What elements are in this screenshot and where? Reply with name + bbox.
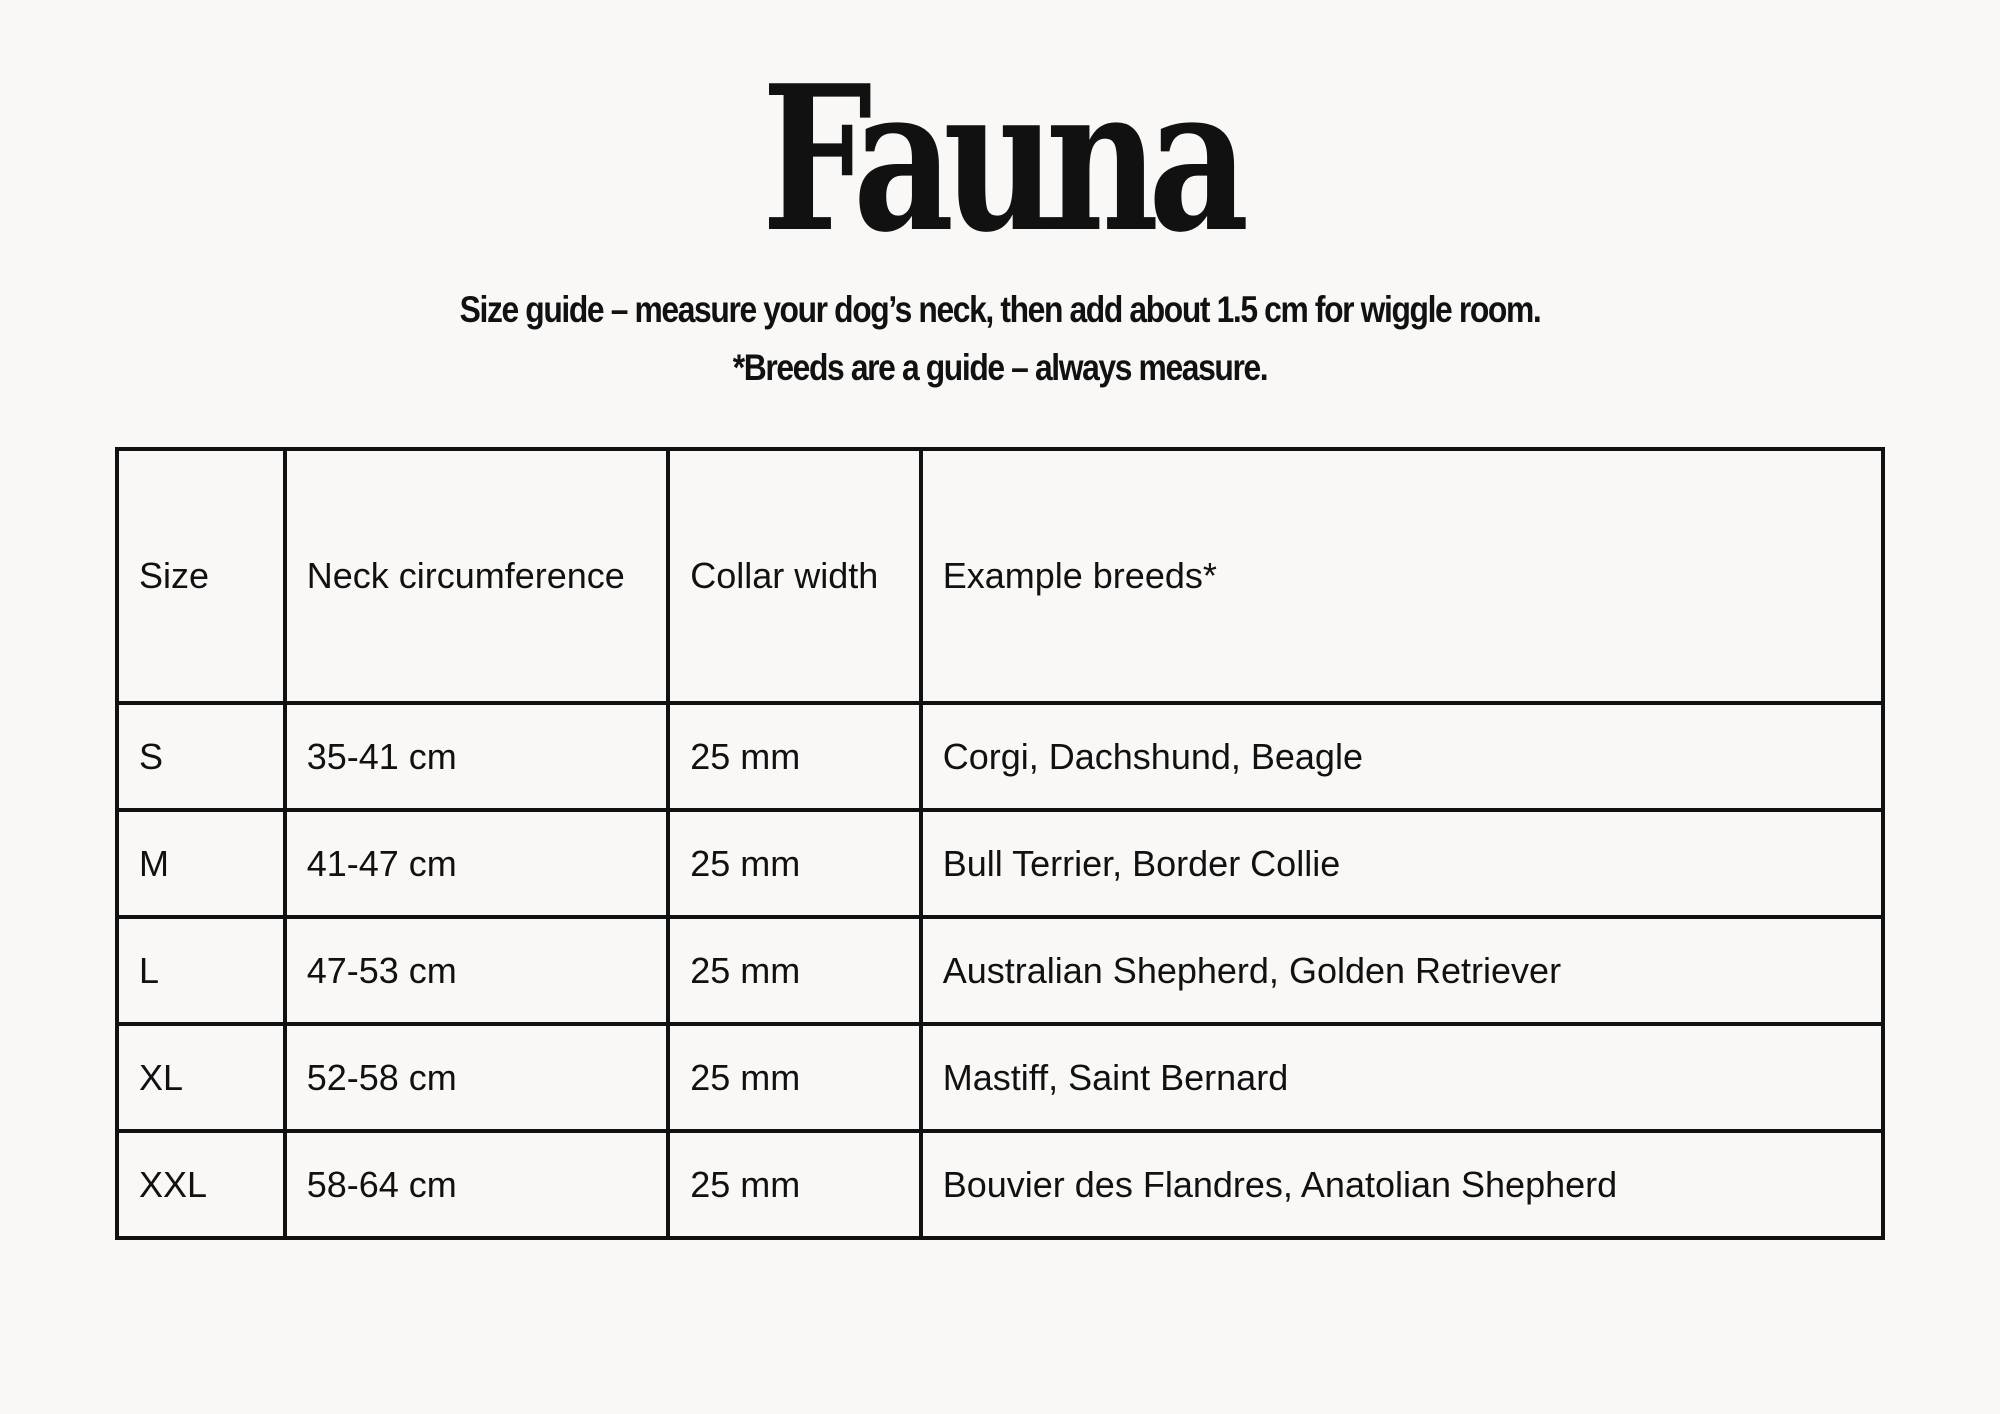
table-row: [117, 917, 1883, 1024]
cell-example-breeds: Australian Shepherd, Golden Retriever: [921, 917, 1883, 1024]
table-row: [117, 1131, 1883, 1238]
table-row: [117, 810, 1883, 917]
cell-neck-circumference: 47-53 cm: [285, 917, 669, 1024]
cell-example-breeds: Bull Terrier, Border Collie: [921, 810, 1883, 917]
cell-neck-circumference: 52-58 cm: [285, 1024, 669, 1131]
header-collar-width: Collar width: [668, 449, 921, 703]
header-neck-circumference: Neck circumference: [285, 449, 669, 703]
cell-size: M: [117, 810, 285, 917]
breeds-disclaimer: *Breeds are a guide – always measure.: [732, 347, 1268, 388]
cell-size: L: [117, 917, 285, 1024]
cell-neck-circumference: 35-41 cm: [285, 703, 669, 810]
cell-size: S: [117, 703, 285, 810]
cell-size: XL: [117, 1024, 285, 1131]
size-guide-table: [115, 447, 1885, 1240]
table-row: [117, 703, 1883, 810]
cell-neck-circumference: 41-47 cm: [285, 810, 669, 917]
brand-logo: Fauna: [761, 42, 1239, 277]
cell-collar-width: 25 mm: [668, 703, 921, 810]
cell-example-breeds: Corgi, Dachshund, Beagle: [921, 703, 1883, 810]
cell-size: XXL: [117, 1131, 285, 1238]
cell-collar-width: 25 mm: [668, 810, 921, 917]
cell-example-breeds: Mastiff, Saint Bernard: [921, 1024, 1883, 1131]
cell-collar-width: 25 mm: [668, 1024, 921, 1131]
cell-collar-width: 25 mm: [668, 1131, 921, 1238]
table-row: [117, 1024, 1883, 1131]
header-size: Size: [117, 449, 285, 703]
cell-neck-circumference: 58-64 cm: [285, 1131, 669, 1238]
cell-collar-width: 25 mm: [668, 917, 921, 1024]
size-guide-instruction: Size guide – measure your dog’s neck, then add about 1.5 cm for wiggle room.: [459, 289, 1541, 330]
table-header-row: [117, 449, 1883, 703]
cell-example-breeds: Bouvier des Flandres, Anatolian Shepherd: [921, 1131, 1883, 1238]
header-example-breeds: Example breeds*: [921, 449, 1883, 703]
